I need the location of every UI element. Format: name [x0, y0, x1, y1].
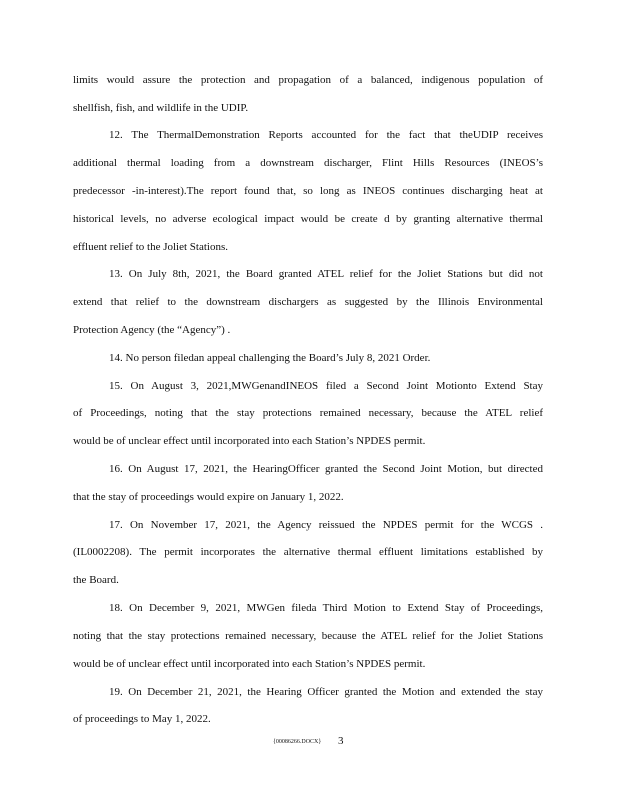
paragraph-19-line: 19. On December 21, 2021, the Hearing Officer granted the Motion and extended the stay [109, 686, 543, 698]
paragraph-12-line: historical levels, no adverse ecological impact would be create d by granting alternative thermal [73, 213, 543, 225]
paragraph-13-line: Protection Agency (the “Agency”) . [73, 324, 231, 336]
paragraph-15-line: 15. On August 3, 2021,MWGenandINEOS filed a Second Joint Motionto Extend Stay [109, 380, 543, 392]
paragraph-12-line: predecessor -in-interest).The report found that, so long as INEOS continues discharging heat at [73, 185, 543, 197]
paragraph-12-line: effluent relief to the Joliet Stations. [73, 241, 228, 253]
footer-document-id: {00086266.DOCX} [273, 739, 322, 745]
page-number: 3 [338, 735, 344, 747]
paragraph-12-line: 12. The ThermalDemonstration Reports accounted for the fact that theUDIP receives [109, 129, 543, 141]
paragraph-17-line: (IL0002208). The permit incorporates the alternative thermal effluent limitations established by [73, 546, 543, 558]
paragraph-13-line: extend that relief to the downstream dischargers as suggested by the Illinois Environmental [73, 296, 543, 308]
paragraph-13-line: 13. On July 8th, 2021, the Board granted ATEL relief for the Joliet Stations but did not [109, 268, 543, 280]
body-line: shellfish, fish, and wildlife in the UDIP. [73, 102, 249, 114]
body-line: limits would assure the protection and propagation of a balanced, indigenous population of [73, 74, 543, 86]
paragraph-18-line: 18. On December 9, 2021, MWGen fileda Third Motion to Extend Stay of Proceedings, [109, 602, 543, 614]
paragraph-15-line: would be of unclear effect until incorporated into each Station’s NPDES permit. [73, 435, 426, 447]
paragraph-15-line: of Proceedings, noting that the stay protections remained necessary, because the ATEL relief [73, 407, 543, 419]
paragraph-12-line: additional thermal loading from a downstream discharger, Flint Hills Resources (INEOS’s [73, 157, 543, 169]
paragraph-16-line: 16. On August 17, 2021, the HearingOfficer granted the Second Joint Motion, but directed [109, 463, 543, 475]
paragraph-18-line: noting that the stay protections remained necessary, because the ATEL relief for the Joliet Stations [73, 630, 543, 642]
paragraph-19-line: of proceedings to May 1, 2022. [73, 713, 211, 725]
paragraph-14-line: 14. No person filedan appeal challenging the Board’s July 8, 2021 Order. [109, 352, 431, 364]
paragraph-18-line: would be of unclear effect until incorporated into each Station’s NPDES permit. [73, 658, 426, 670]
paragraph-16-line: that the stay of proceedings would expire on January 1, 2022. [73, 491, 344, 503]
paragraph-17-line: 17. On November 17, 2021, the Agency reissued the NPDES permit for the WCGS . [109, 519, 543, 531]
paragraph-17-line: the Board. [73, 574, 119, 586]
